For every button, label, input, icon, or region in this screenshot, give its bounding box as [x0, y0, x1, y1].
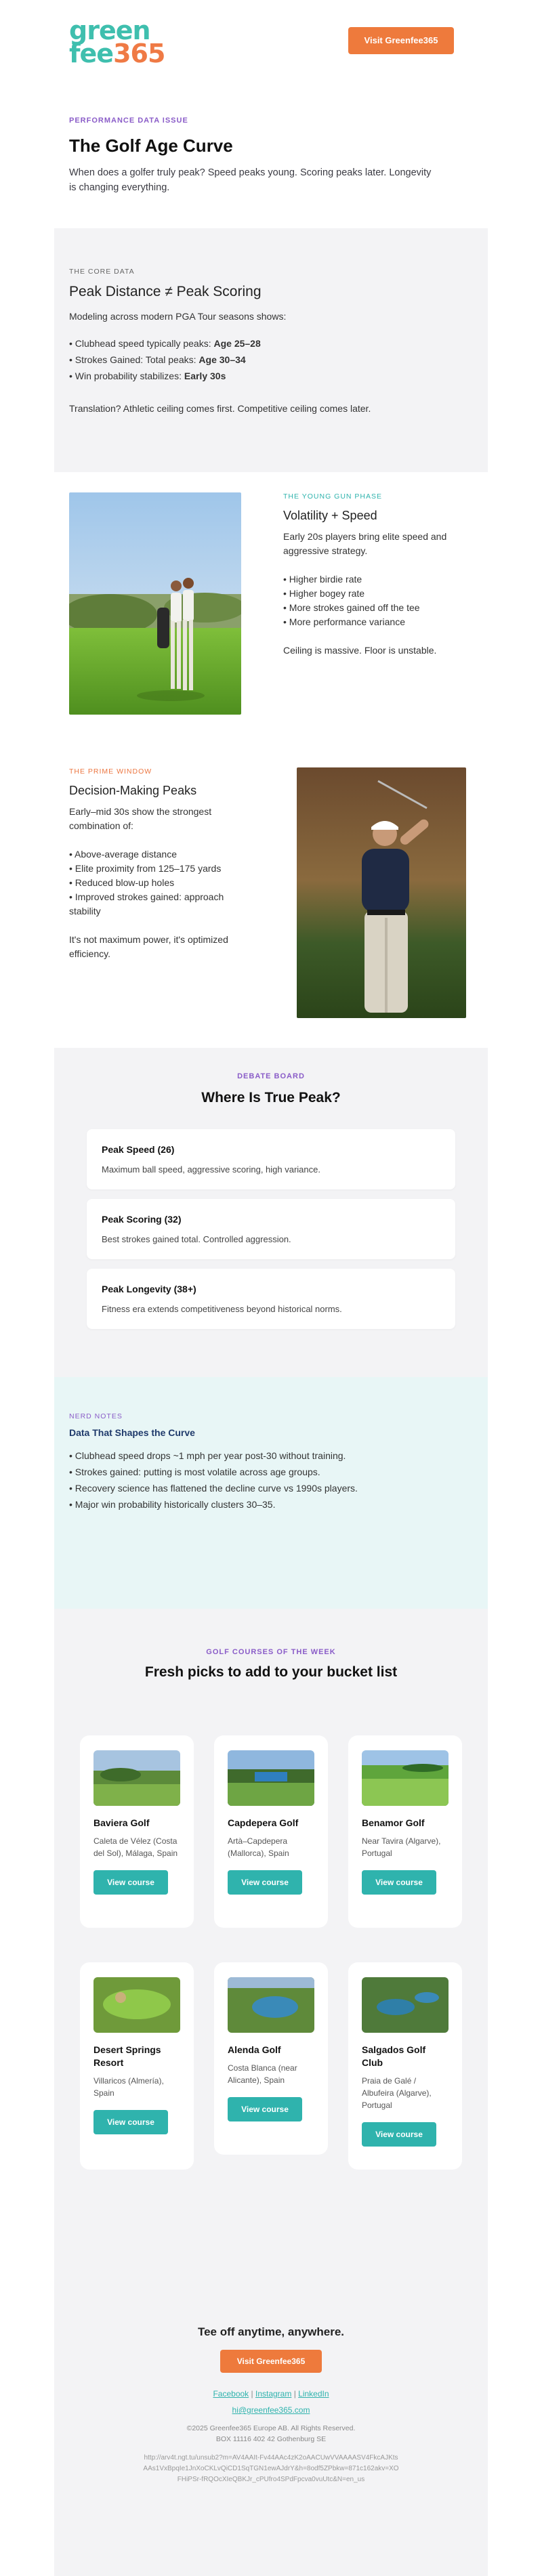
debate-title: Where Is True Peak?: [201, 1090, 341, 1105]
course-name: Benamor Golf: [362, 1817, 425, 1828]
debate-board-section: [54, 1048, 488, 1377]
core-lead: Modeling across modern PGA Tour seasons shows:: [69, 311, 287, 322]
prime-tail: It's not maximum power, it's optimized efficiency.: [69, 934, 228, 959]
course-location: Caleta de Vélez (Costa del Sol), Málaga, Spain: [93, 1836, 178, 1858]
prime-text: [69, 767, 238, 961]
core-title: Peak Distance ≠ Peak Scoring: [69, 284, 262, 299]
course-location: Near Tavira (Algarve), Portugal: [362, 1836, 441, 1858]
view-course-button[interactable]: View course: [362, 2122, 436, 2147]
list-item: • Clubhead speed typically peaks: Age 25–28: [69, 338, 261, 349]
course-name: Baviera Golf: [93, 1817, 150, 1828]
course-name: Capdepera Golf: [228, 1817, 299, 1828]
facebook-link[interactable]: Facebook: [213, 2389, 249, 2399]
course-card-salgados[interactable]: [348, 1962, 462, 2170]
core-translation: Translation? Athletic ceiling comes first. Competitive ceiling comes later.: [69, 403, 371, 414]
debate-card: [87, 1129, 455, 1189]
prime-eyebrow: THE PRIME WINDOW: [69, 767, 152, 776]
course-card-alenda[interactable]: [214, 1962, 328, 2155]
visit-greenfee365-button[interactable]: Visit Greenfee365: [348, 27, 454, 54]
email-link[interactable]: hi@greenfee365.com: [232, 2405, 310, 2415]
footer-cta: [54, 2325, 488, 2485]
young-lead: Early 20s players bring elite speed and aggressive strategy.: [283, 531, 447, 556]
address: BOX 11116 402 42 Gothenburg SE: [215, 2435, 327, 2443]
courses-title: Fresh picks to add to your bucket list: [144, 1664, 398, 1680]
list-item: • Major win probability historically clusters 30–35.: [69, 1499, 276, 1510]
list-item: • Reduced blow-up holes: [69, 877, 175, 888]
view-course-button[interactable]: View course: [362, 1870, 436, 1895]
list-item: • Higher bogey rate: [283, 588, 365, 599]
list-item: • Clubhead speed drops ~1 mph per year post-30 without training.: [69, 1450, 346, 1461]
course-location: Praia de Galé / Albufeira (Algarve), Portugal: [362, 2076, 432, 2110]
view-course-button[interactable]: View course: [228, 2097, 302, 2121]
logo-text-fee: fee: [69, 39, 114, 68]
list-item: • Improved strokes gained: approach stability: [69, 891, 224, 916]
course-photo: [93, 1977, 180, 2033]
separator: |: [251, 2389, 253, 2399]
young-eyebrow: THE YOUNG GUN PHASE: [283, 492, 382, 501]
course-photo: [362, 1977, 449, 2033]
prime-title: Decision-Making Peaks: [69, 784, 197, 797]
footer: [54, 2312, 488, 2576]
young-title: Volatility + Speed: [283, 509, 377, 522]
prime-lead: Early–mid 30s show the strongest combination of:: [69, 806, 212, 831]
view-course-button[interactable]: View course: [93, 1870, 168, 1895]
greenfee365-logo[interactable]: [69, 16, 178, 73]
core-eyebrow: THE CORE DATA: [69, 268, 135, 276]
intro-text: When does a golfer truly peak? Speed peaks young. Scoring peaks later. Longevity is changing everything.: [69, 167, 432, 193]
young-gun-text: [283, 492, 466, 658]
footer-visit-button[interactable]: Visit Greenfee365: [220, 2350, 322, 2373]
header: [54, 0, 488, 108]
course-card-capdepera[interactable]: [214, 1735, 328, 1928]
card-title: Peak Speed (26): [102, 1144, 175, 1155]
intro-eyebrow: PERFORMANCE DATA ISSUE: [69, 117, 188, 125]
intro-section: [54, 108, 488, 228]
nerd-bullet-list: [69, 1448, 473, 1513]
card-text: Fitness era extends competitiveness beyond historical norms.: [102, 1304, 342, 1314]
nerd-notes-section: [54, 1377, 488, 1609]
young-bullet-list: [283, 572, 466, 629]
instagram-link[interactable]: Instagram: [255, 2389, 292, 2399]
footer-headline: Tee off anytime, anywhere.: [197, 2325, 345, 2338]
copyright: ©2025 Greenfee365 Europe AB. All Rights Reserved.: [186, 2424, 356, 2432]
social-links: [54, 2389, 488, 2399]
card-title: Peak Scoring (32): [102, 1214, 182, 1225]
list-item: • Recovery science has flattened the decline curve vs 1990s players.: [69, 1483, 358, 1494]
course-photo: [93, 1750, 180, 1806]
course-name: Salgados Golf Club: [362, 2044, 426, 2068]
young-tail: Ceiling is massive. Floor is unstable.: [283, 645, 437, 656]
list-item: • Elite proximity from 125–175 yards: [69, 863, 222, 874]
list-item: • Win probability stabilizes: Early 30s: [69, 371, 226, 381]
course-photo: [228, 1750, 314, 1806]
debate-card: [87, 1269, 455, 1329]
view-course-button[interactable]: View course: [93, 2110, 168, 2134]
page-title: The Golf Age Curve: [69, 135, 233, 156]
core-data-section: [54, 228, 488, 472]
card-title: Peak Longevity (38+): [102, 1284, 196, 1294]
core-bullet-list: [69, 335, 473, 384]
young-gun-section: [54, 472, 488, 716]
card-text: Best strokes gained total. Controlled aggression.: [102, 1234, 291, 1244]
prime-bullet-list: [69, 847, 238, 919]
list-item: • Strokes Gained: Total peaks: Age 30–34: [69, 354, 246, 365]
unsubscribe-link[interactable]: http://arv4t.ngt.tu/unsub2?m=AV4AAIt-Fv44AAc4zK2oAACUwVVAAAASV4FkcAJKtsAAs1VxBpqIe1JnXoCKLvQiCD1SqTGN1ewAJdrY&h=8odf5ZPbkw=871c162akv=XOFHiPSr-fRQOcXIeQBKJr_cPUfro4SPdFpcva0vuUtc&N=en_us: [143, 2454, 399, 2483]
nerd-title: Data That Shapes the Curve: [69, 1427, 195, 1438]
course-location: Villaricos (Almería), Spain: [93, 2076, 164, 2098]
list-item: • More strokes gained off the tee: [283, 602, 420, 613]
list-item: • More performance variance: [283, 616, 405, 627]
course-location: Costa Blanca (near Alicante), Spain: [228, 2063, 297, 2085]
card-text: Maximum ball speed, aggressive scoring, high variance.: [102, 1164, 320, 1175]
course-photo: [362, 1750, 449, 1806]
linkedin-link[interactable]: LinkedIn: [298, 2389, 329, 2399]
list-item: • Higher birdie rate: [283, 574, 362, 585]
separator: |: [293, 2389, 296, 2399]
email-container: [54, 0, 488, 2576]
golfers-walking-photo: [69, 492, 241, 715]
logo-text-top: green: [69, 16, 150, 45]
courses-eyebrow: GOLF COURSES OF THE WEEK: [206, 1648, 336, 1656]
list-item: • Strokes gained: putting is most volatile across age groups.: [69, 1466, 320, 1477]
prime-window-section: [54, 716, 488, 1048]
debate-eyebrow: DEBATE BOARD: [237, 1072, 305, 1080]
nerd-eyebrow: NERD NOTES: [69, 1412, 123, 1420]
course-photo: [228, 1977, 314, 2033]
course-card-baviera[interactable]: [80, 1735, 194, 1928]
golfer-swing-photo: [297, 767, 466, 1018]
course-name: Desert Springs Resort: [93, 2044, 161, 2068]
course-card-desert-springs[interactable]: [80, 1962, 194, 2170]
view-course-button[interactable]: View course: [228, 1870, 302, 1895]
course-location: Artà–Capdepera (Mallorca), Spain: [228, 1836, 289, 1858]
logo-text-365: 365: [113, 39, 165, 68]
list-item: • Above-average distance: [69, 849, 178, 860]
course-card-benamor[interactable]: [348, 1735, 462, 1928]
debate-card: [87, 1199, 455, 1259]
course-name: Alenda Golf: [228, 2044, 281, 2055]
courses-section: [54, 1609, 488, 2312]
